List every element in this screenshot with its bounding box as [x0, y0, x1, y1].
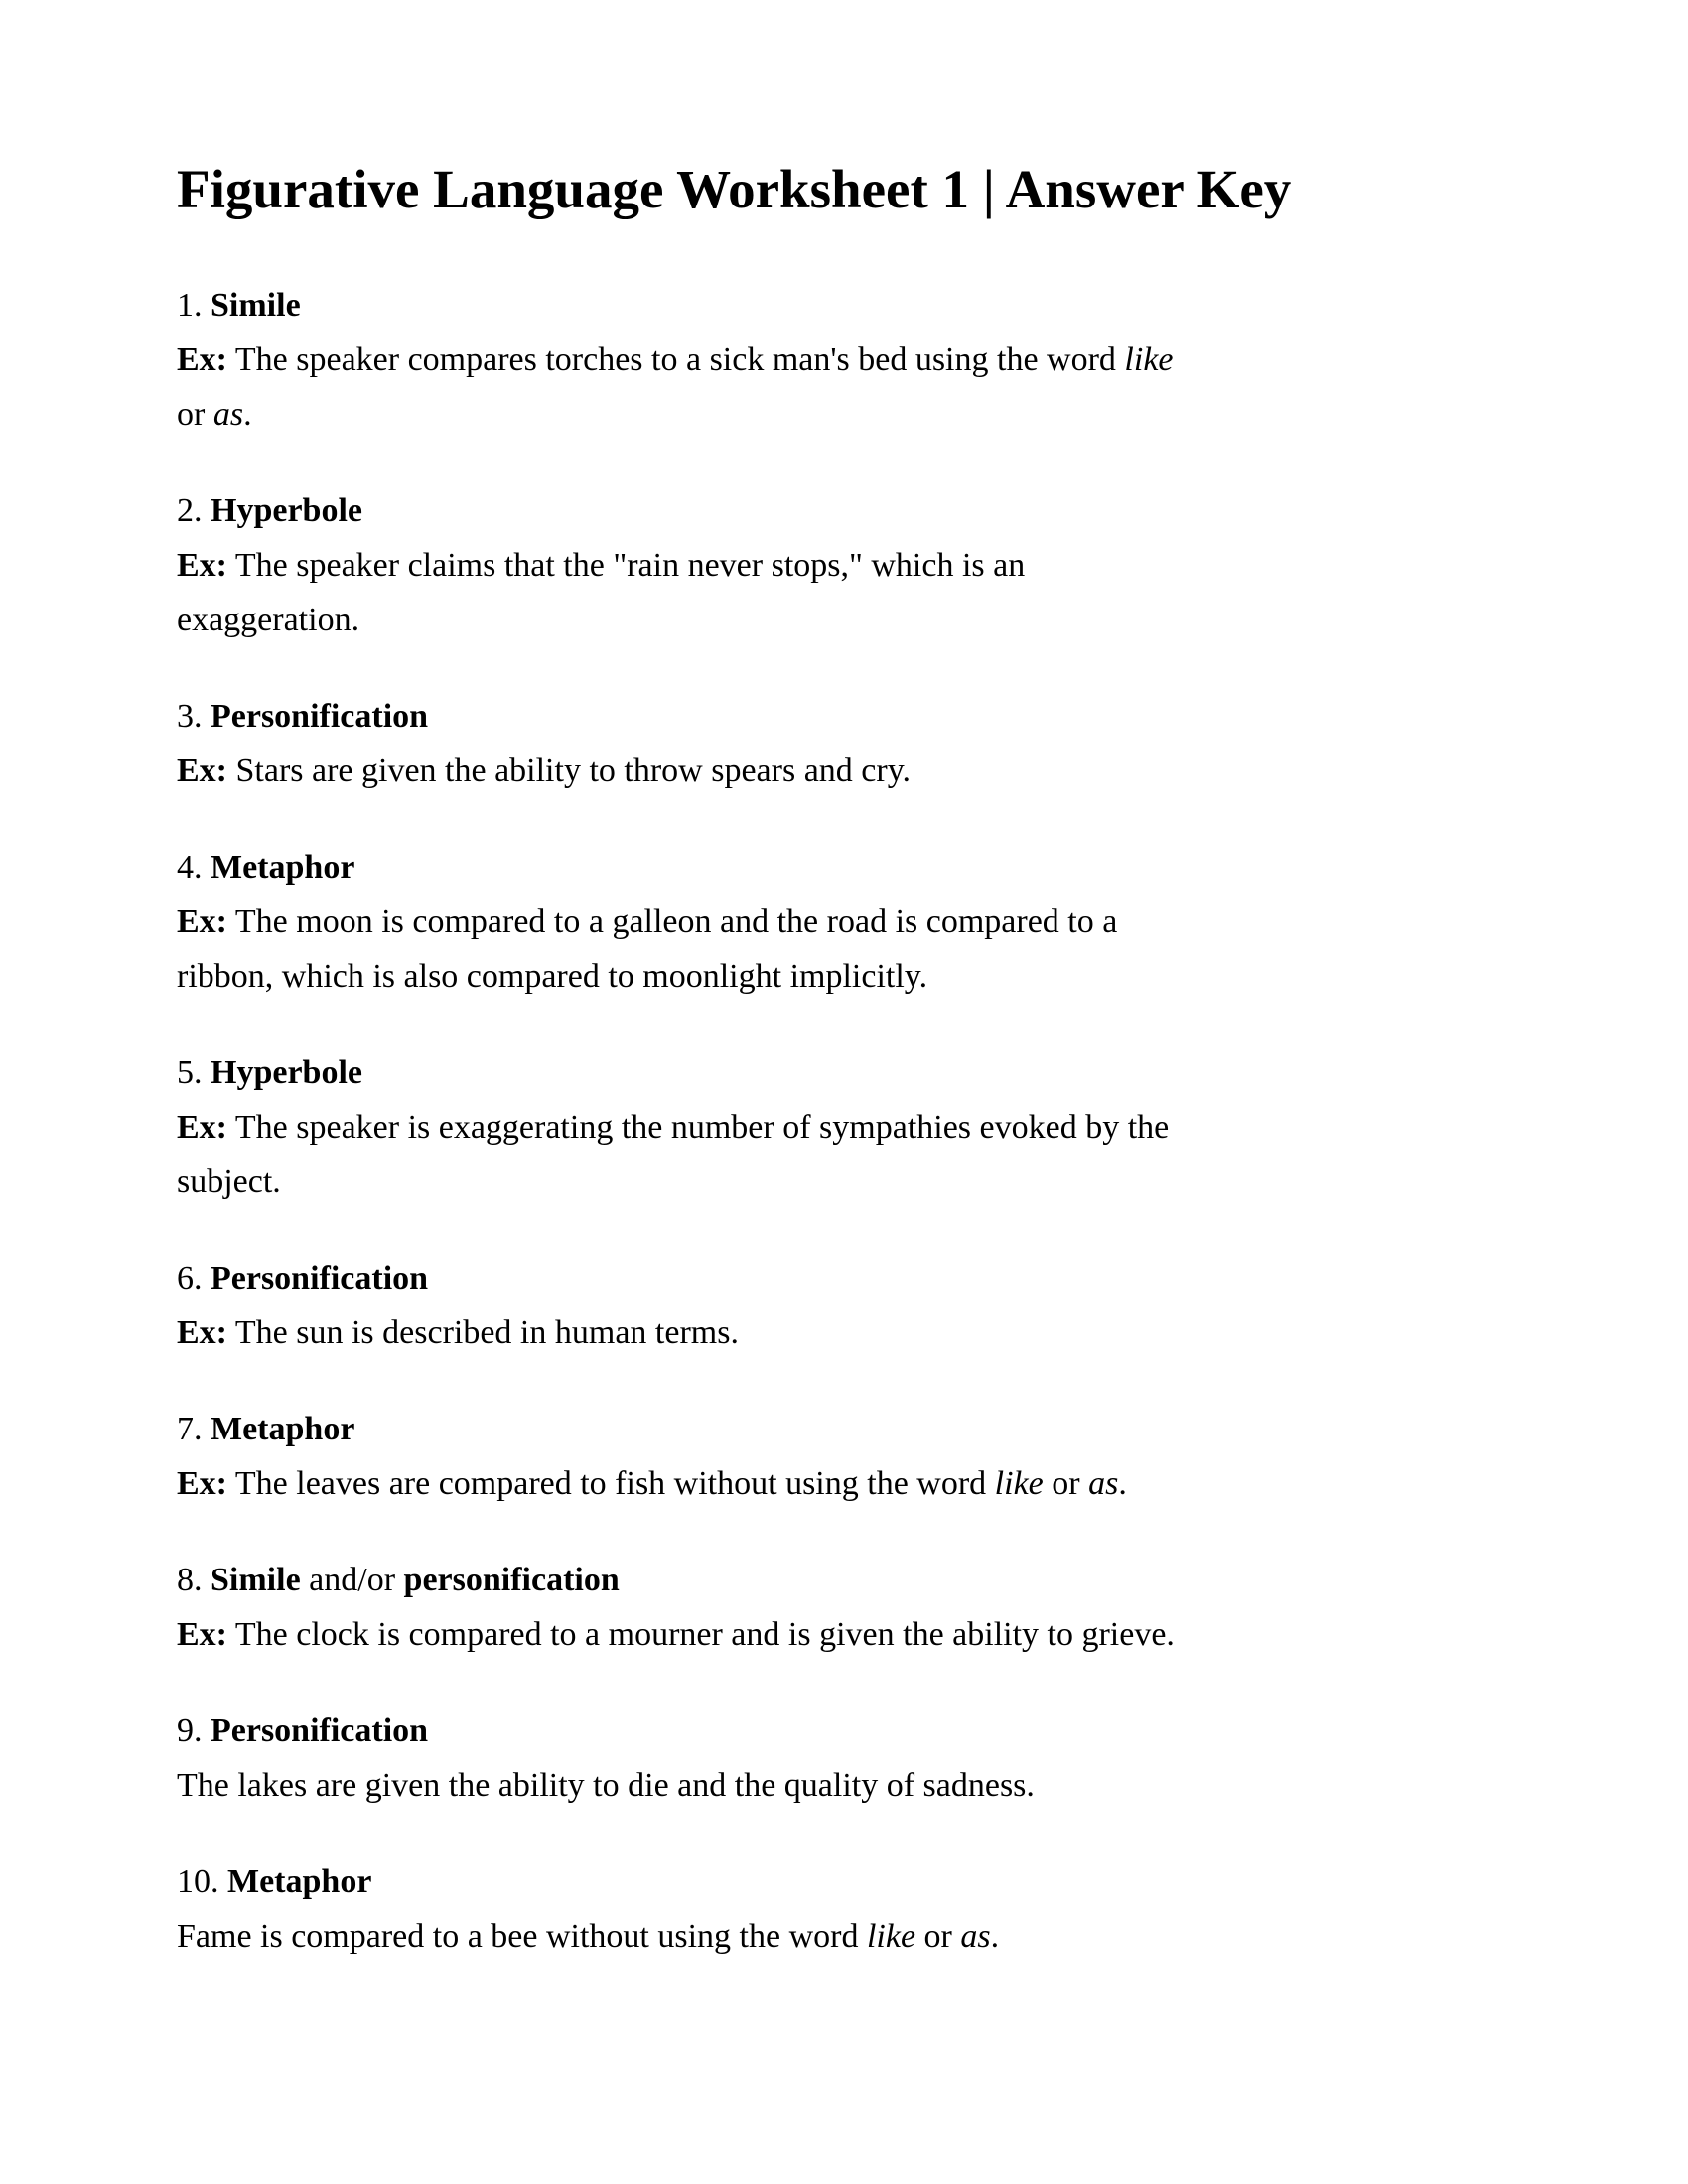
text-run: Simile [211, 1562, 301, 1598]
item-heading [177, 689, 1509, 744]
item-body [177, 1607, 1509, 1662]
text-run: . [990, 1918, 1000, 1955]
item-heading [177, 1045, 1509, 1100]
text-run: The lakes are given the ability to die and the quality of sadness. [177, 1767, 1035, 1804]
text-run: as [1088, 1465, 1119, 1502]
text-run: Metaphor [227, 1863, 372, 1900]
item-heading [177, 1854, 1509, 1909]
text-run: . [243, 396, 252, 433]
text-run: and/or [300, 1562, 404, 1598]
text-run: like [994, 1465, 1044, 1502]
text-run: Metaphor [211, 849, 355, 886]
text-run: The leaves are compared to fish without using the word [227, 1465, 995, 1502]
worksheet-item [177, 1402, 1509, 1511]
item-number: 10. [177, 1863, 227, 1900]
worksheet-item [177, 1553, 1509, 1662]
worksheet-item [177, 278, 1509, 442]
text-run: like [1124, 341, 1174, 378]
item-number: 9. [177, 1712, 211, 1749]
item-body [177, 744, 1509, 798]
text-run: personification [403, 1562, 620, 1598]
text-run: Personification [211, 698, 429, 735]
text-run: Ex: [177, 1616, 227, 1653]
worksheet-item [177, 483, 1509, 647]
text-run: Ex: [177, 903, 227, 940]
text-run: Hyperbole [211, 492, 362, 529]
text-run: . [1118, 1465, 1127, 1502]
text-run: as [960, 1918, 991, 1955]
item-heading [177, 483, 1509, 538]
worksheet-item [177, 689, 1509, 798]
text-run: Ex: [177, 752, 227, 789]
text-run: Ex: [177, 1314, 227, 1351]
text-run: Personification [211, 1712, 429, 1749]
item-body [177, 1909, 1509, 1964]
item-body [177, 1305, 1509, 1360]
text-run: Personification [211, 1260, 429, 1297]
text-run: exaggeration. [177, 602, 360, 638]
text-run: like [866, 1918, 916, 1955]
text-run: Ex: [177, 547, 227, 584]
text-run: The speaker claims that the "rain never stops," which is an [227, 547, 1026, 584]
text-run: or [915, 1918, 961, 1955]
item-heading [177, 840, 1509, 894]
text-run: Metaphor [211, 1411, 355, 1447]
text-run: The speaker compares torches to a sick man's bed using the word [227, 341, 1125, 378]
text-run: The clock is compared to a mourner and is given the ability to grieve. [227, 1616, 1175, 1653]
worksheet-item [177, 1251, 1509, 1360]
text-run: Ex: [177, 1465, 227, 1502]
text-run: The moon is compared to a galleon and the road is compared to a [227, 903, 1118, 940]
item-heading [177, 1704, 1509, 1758]
text-run: subject. [177, 1163, 281, 1200]
item-number: 8. [177, 1562, 211, 1598]
item-heading [177, 1402, 1509, 1456]
item-heading [177, 1553, 1509, 1607]
worksheet-item [177, 1045, 1509, 1209]
item-body [177, 538, 1509, 647]
item-number: 3. [177, 698, 211, 735]
item-number: 1. [177, 287, 211, 324]
text-run: Fame is compared to a bee without using the word [177, 1918, 867, 1955]
item-number: 4. [177, 849, 211, 886]
worksheet-item [177, 1704, 1509, 1813]
text-run: Hyperbole [211, 1054, 362, 1091]
text-run: Stars are given the ability to throw spears and cry. [227, 752, 911, 789]
text-run: or [177, 396, 213, 433]
item-heading [177, 278, 1509, 333]
item-number: 5. [177, 1054, 211, 1091]
item-body [177, 1100, 1509, 1209]
text-run: Ex: [177, 341, 227, 378]
text-run: Ex: [177, 1109, 227, 1146]
item-body [177, 894, 1509, 1004]
text-run: Simile [211, 287, 301, 324]
text-run: or [1043, 1465, 1089, 1502]
item-body [177, 1456, 1509, 1511]
item-number: 2. [177, 492, 211, 529]
item-number: 7. [177, 1411, 211, 1447]
text-run: as [212, 396, 244, 433]
item-body [177, 333, 1509, 442]
item-heading [177, 1251, 1509, 1305]
text-run: ribbon, which is also compared to moonlight implicitly. [177, 958, 928, 995]
worksheet-item [177, 840, 1509, 1004]
item-body [177, 1758, 1509, 1813]
item-number: 6. [177, 1260, 211, 1297]
page-title: Figurative Language Worksheet 1 | Answer Key [177, 159, 1292, 219]
text-run: The speaker is exaggerating the number of sympathies evoked by the [227, 1109, 1170, 1146]
worksheet-items [177, 278, 1509, 1964]
worksheet-item [177, 1854, 1509, 1964]
text-run: The sun is described in human terms. [227, 1314, 739, 1351]
